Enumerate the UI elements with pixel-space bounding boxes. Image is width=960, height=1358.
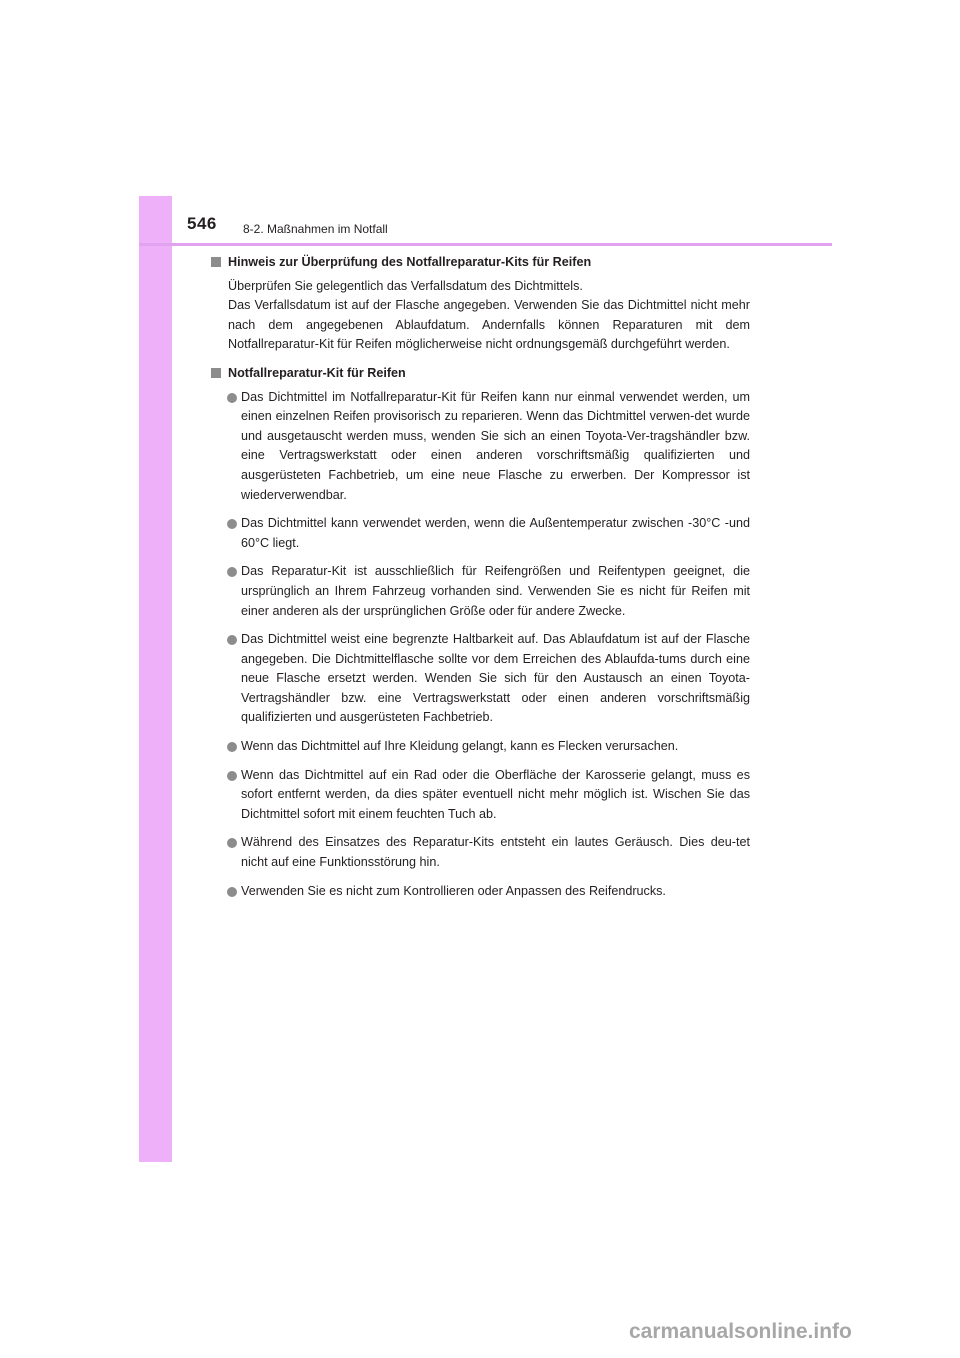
list-item-text: Das Reparatur-Kit ist ausschließlich für Reifengrößen und Reifentypen geeignet, die ursprünglich an Ihrem Fahrzeug vorhanden sind. Verwenden Sie es nicht für Reifen mit einer anderen als der ursprünglichen Größe oder für andere Zwecke. xyxy=(241,564,750,618)
list-item xyxy=(210,882,750,902)
square-icon xyxy=(211,257,221,267)
note-section-check-kit xyxy=(210,253,750,355)
section-heading-text: Notfallreparatur-Kit für Reifen xyxy=(228,365,406,380)
dot-icon xyxy=(227,887,237,897)
main-content xyxy=(210,253,750,910)
paragraph: Das Verfallsdatum ist auf der Flasche angegeben. Verwenden Sie das Dichtmittel nicht mehr nach dem angegebenen Ablaufdatum. Andernfalls können Reparaturen mit dem Notfallreparatur-Kit für Reifen möglicherweise nicht ordnungsgemäß durchgeführt werden. xyxy=(228,298,750,352)
list-item xyxy=(210,737,750,757)
list-item-text: Das Dichtmittel kann verwendet werden, wenn die Außentemperatur zwischen -30°C -und 60°C liegt. xyxy=(241,516,750,550)
list-item xyxy=(210,388,750,506)
list-item xyxy=(210,514,750,553)
page-number: 546 xyxy=(187,214,217,233)
list-item-text: Während des Einsatzes des Reparatur-Kits entsteht ein lautes Geräusch. Dies deu-tet nicht auf eine Funktionsstörung hin. xyxy=(241,835,750,870)
section-heading xyxy=(210,253,750,273)
dot-icon xyxy=(227,567,237,577)
dot-icon xyxy=(227,771,237,781)
dot-icon xyxy=(227,635,237,645)
dot-icon xyxy=(227,393,237,403)
list-item xyxy=(210,766,750,825)
chapter-sidebar-tab xyxy=(139,196,172,1162)
list-item-text: Das Dichtmittel weist eine begrenzte Haltbarkeit auf. Das Ablaufdatum ist auf der Flasche angegeben. Die Dichtmittelflasche sollte vor dem Erreichen des Ablaufda-tums durch eine neue Flasche ersetzt werden. Wenden Sie sich für den Austausch an einen Toyota-Vertragshändler bzw. eine Vertragswerkstatt oder einen anderen vorschriftsmäßig qualifizierten und ausgerüsteten Fachbetrieb. xyxy=(241,632,750,725)
list-item-text: Wenn das Dichtmittel auf Ihre Kleidung gelangt, kann es Flecken verursachen. xyxy=(241,739,679,754)
header-divider xyxy=(139,243,832,246)
watermark-link[interactable]: carmanualsonline.info xyxy=(629,1320,852,1343)
list-item xyxy=(210,630,750,728)
paragraph: Überprüfen Sie gelegentlich das Verfallsdatum des Dichtmittels. xyxy=(228,278,583,293)
note-section-repair-kit xyxy=(210,364,750,901)
dot-icon xyxy=(227,838,237,848)
list-item xyxy=(210,562,750,621)
list-item-text: Das Dichtmittel im Notfallreparatur-Kit für Reifen kann nur einmal verwendet werden, um einen einzelnen Reifen provisorisch zu reparieren. Wenn das Dichtmittel verwen-det wurde und ausgetauscht werden muss, wenden Sie sich an einen Toyota-Ver-tragshändler bzw. eine Vertragswerkstatt oder einen anderen vorschriftsmäßig qualifizierten und ausgerüsteten Fachbetrieb, um eine neue Flasche zu erwerben. Der Kompressor ist wiederverwendbar. xyxy=(241,389,750,502)
list-item xyxy=(210,833,750,872)
dot-icon xyxy=(227,742,237,752)
section-title: 8-2. Maßnahmen im Notfall xyxy=(243,222,388,236)
list-item-text: Wenn das Dichtmittel auf ein Rad oder die Oberfläche der Karosserie gelangt, muss es sofort entfernt werden, da dies später eventuell nicht mehr möglich ist. Wischen Sie das Dichtmittel sofort mit einem feuchten Tuch ab. xyxy=(241,767,750,821)
square-icon xyxy=(211,368,221,378)
section-heading xyxy=(210,364,750,384)
bullet-list xyxy=(210,388,750,902)
section-heading-text: Hinweis zur Überprüfung des Notfallreparatur-Kits für Reifen xyxy=(228,255,592,269)
list-item-text: Verwenden Sie es nicht zum Kontrollieren oder Anpassen des Reifendrucks. xyxy=(241,883,666,898)
dot-icon xyxy=(227,519,237,529)
